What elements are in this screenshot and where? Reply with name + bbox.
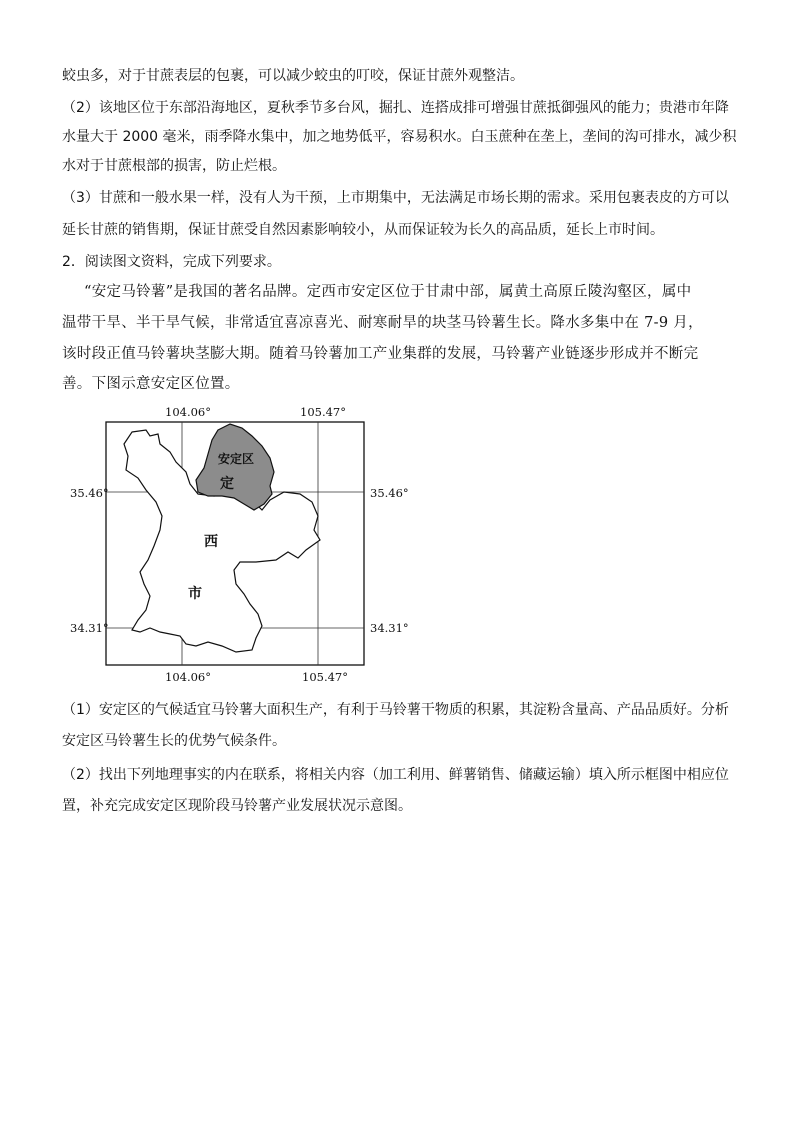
answer-2-line-3: 水对于甘蔗根部的损害，防止烂根。 bbox=[62, 158, 286, 174]
label-xi: 西 bbox=[204, 534, 218, 550]
sub-question-1-line-2: 安定区马铃薯生长的优势气候条件。 bbox=[62, 733, 286, 749]
label-shi: 市 bbox=[188, 586, 202, 602]
label-district: 安定区 bbox=[218, 452, 255, 466]
lat-bottom-right: 34.31° bbox=[370, 621, 409, 635]
answer-2-line-1: （2）该地区位于东部沿海地区，夏秋季节多台风，掘扎、连搭成排可增强甘蔗抵御强风的能力；贵港市年降 bbox=[62, 100, 729, 116]
answer-3-line-1: （3）甘蔗和一般水果一样，没有人为干预，上市期集中，无法满足市场长期的需求。采用包裹表皮的方可以 bbox=[62, 190, 729, 206]
lat-top-right: 35.46° bbox=[370, 486, 409, 500]
material-line-4: 善。下图示意安定区位置。 bbox=[62, 376, 240, 392]
lon-left-bottom: 104.06° bbox=[165, 670, 211, 684]
lon-right-bottom: 105.47° bbox=[302, 670, 348, 684]
label-ding: 定 bbox=[220, 476, 234, 492]
question-2-heading: 2．阅读图文资料，完成下列要求。 bbox=[62, 254, 281, 270]
answer-2-line-2: 水量大于 2000 毫米，雨季降水集中，加之地势低平，容易积水。白玉蔗种在垄上，垄间的沟可排水，减少积 bbox=[62, 129, 737, 145]
material-line-2: 温带干旱、半干旱气候，非常适宜喜凉喜光、耐寒耐旱的块茎马铃薯生长。降水多集中在 7-9 月， bbox=[62, 315, 703, 331]
lat-top-left: 35.46° bbox=[70, 486, 109, 500]
sub-question-2-line-1: （2）找出下列地理事实的内在联系，将相关内容（加工利用、鲜薯销售、储藏运输）填入所示框图中相应位 bbox=[62, 767, 729, 783]
material-line-1: “安定马铃薯”是我国的著名品牌。定西市安定区位于甘肃中部，属黄土高原丘陵沟壑区，属中 bbox=[84, 284, 692, 300]
lat-bottom-left: 34.31° bbox=[70, 621, 109, 635]
answer-3-line-2: 延长甘蔗的销售期，保证甘蔗受自然因素影响较小，从而保证较为长久的高品质，延长上市时间。 bbox=[62, 222, 664, 238]
material-line-3: 该时段正值马铃薯块茎膨大期。随着马铃薯加工产业集群的发展，马铃薯产业链逐步形成并不断完 bbox=[62, 346, 699, 362]
paragraph-1-line-1: 蛟虫多，对于甘蔗表层的包裹，可以减少蛟虫的叮咬，保证甘蔗外观整洁。 bbox=[62, 68, 524, 84]
lon-right-top: 105.47° bbox=[300, 405, 346, 419]
sub-question-2-line-2: 置，补充完成安定区现阶段马铃薯产业发展状况示意图。 bbox=[62, 798, 412, 814]
location-map bbox=[0, 400, 794, 700]
lon-left-top: 104.06° bbox=[165, 405, 211, 419]
sub-question-1-line-1: （1）安定区的气候适宜马铃薯大面积生产，有利于马铃薯干物质的积累，其淀粉含量高、产品品质好。分析 bbox=[62, 702, 729, 718]
